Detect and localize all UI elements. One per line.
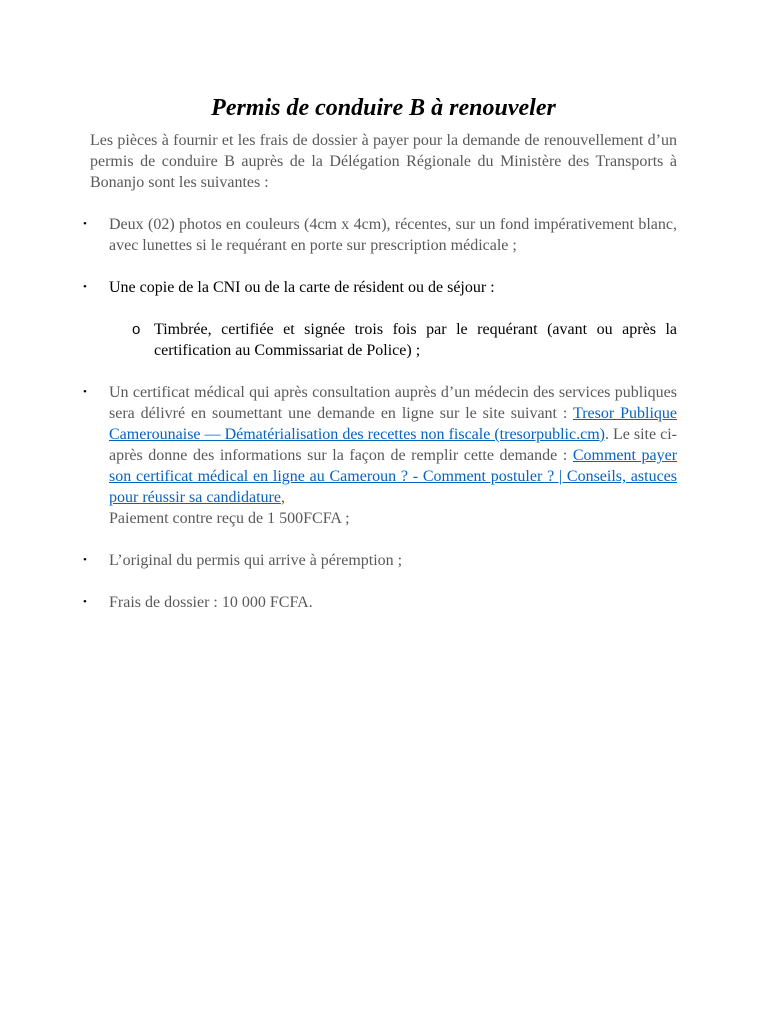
bullet-icon: • (83, 281, 87, 293)
list-item-cni (83, 277, 677, 298)
list-item-original-permis (83, 550, 677, 571)
sub-item (132, 319, 677, 361)
document-page (83, 92, 678, 613)
bullet-icon: • (83, 218, 87, 230)
list-item-text: Une copie de la CNI ou de la carte de résident ou de séjour : (109, 279, 495, 296)
sub-list-item-timbree (90, 319, 677, 361)
intro-paragraph: Les pièces à fournir et les frais de dossier à payer pour la demande de renouvellement d’un permis de conduire B auprès de la Délégation Régionale du Ministère des Transports à Bonanjo sont les suivantes : (90, 132, 677, 191)
bullet-icon: • (83, 386, 87, 398)
payment-text: Paiement contre reçu de 1 500FCFA ; (109, 510, 350, 527)
circle-bullet-icon: o (132, 321, 141, 338)
requirements-list (83, 214, 678, 613)
list-item-certificat (83, 382, 678, 529)
certificat-text-part3: , (280, 489, 285, 506)
list-item-text: Deux (02) photos en couleurs (4cm x 4cm), récentes, sur un fond impérativement blanc, avec lunettes si le requérant en porte sur prescription médicale ; (109, 216, 677, 254)
certificat-guide-link[interactable]: Comment payer son certificat médical en ligne au Cameroun ? - Comment postuler ? | Conseils, astuces pour réussir sa candidature (109, 447, 678, 506)
list-item-photos (83, 214, 677, 256)
list-item-frais (83, 592, 677, 613)
certificat-text-part2: . Le site ci-après donne des informations sur la façon de remplir cette demande : (109, 426, 678, 464)
tresor-public-link[interactable]: Tresor Publique Camerounaise — Dématérialisation des recettes non fiscale (tresorpublic.cm) (109, 405, 677, 443)
certificat-text-part1: Un certificat médical qui après consultation auprès d’un médecin des services publiques sera délivré en soumettant une demande en ligne sur le site suivant : (109, 384, 677, 422)
sub-item-text: Timbrée, certifiée et signée trois fois par le requérant (avant ou après la certification au Commissariat de Police) ; (154, 321, 677, 359)
list-item-text: Frais de dossier : 10 000 FCFA. (109, 594, 313, 611)
bullet-icon: • (83, 554, 87, 566)
document-title: Permis de conduire B à renouveler (211, 95, 556, 121)
list-item-text: L’original du permis qui arrive à péremption ; (109, 552, 403, 569)
bullet-icon: • (83, 596, 87, 608)
